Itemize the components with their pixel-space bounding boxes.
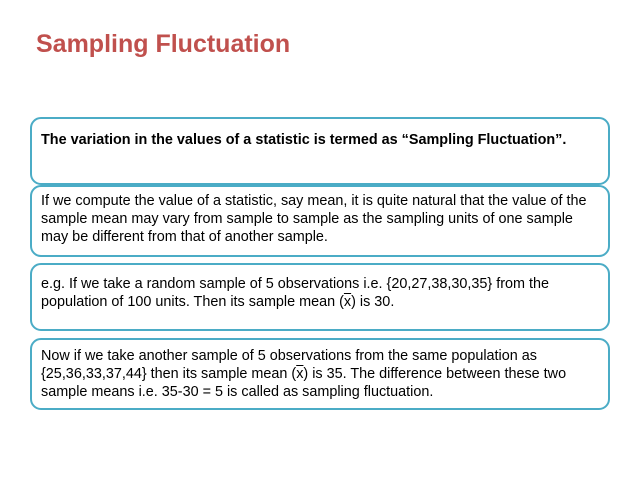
sample-mean-symbol: $\overline{x}$ [343,294,352,310]
example-text-end: ) is 30. [351,294,395,310]
definition-box [30,117,610,185]
sample-mean-symbol: $\overline{x}$ [296,366,304,382]
example-text [41,275,598,311]
example-text-start: e.g. If we take a random sample of 5 observations i.e. {20,27,38,30,35} from the population of 100 units. Then its sample mean ( [41,276,549,310]
comparison-text [41,347,598,401]
definition-text: The variation in the values of a statistic is termed as “Sampling Fluctuation”. [41,132,567,148]
comparison-text-start: Now if we take another sample of 5 observations from the same population as {25,36,33,37,44} then its sample mean ( [41,348,537,382]
comparison-text-end: ) is 35. The difference between these two sample means i.e. 35-30 = 5 is called as sampling fluctuation. [41,366,567,400]
example-box [30,263,610,331]
slide-title: Sampling Fluctuation [36,30,291,58]
explanation-text: If we compute the value of a statistic, say mean, it is quite natural that the value of the sample mean may vary from sample to sample as the sampling units of one sample may be different from that of another sample. [41,193,587,245]
comparison-box [30,338,610,410]
explanation-box [30,185,610,257]
